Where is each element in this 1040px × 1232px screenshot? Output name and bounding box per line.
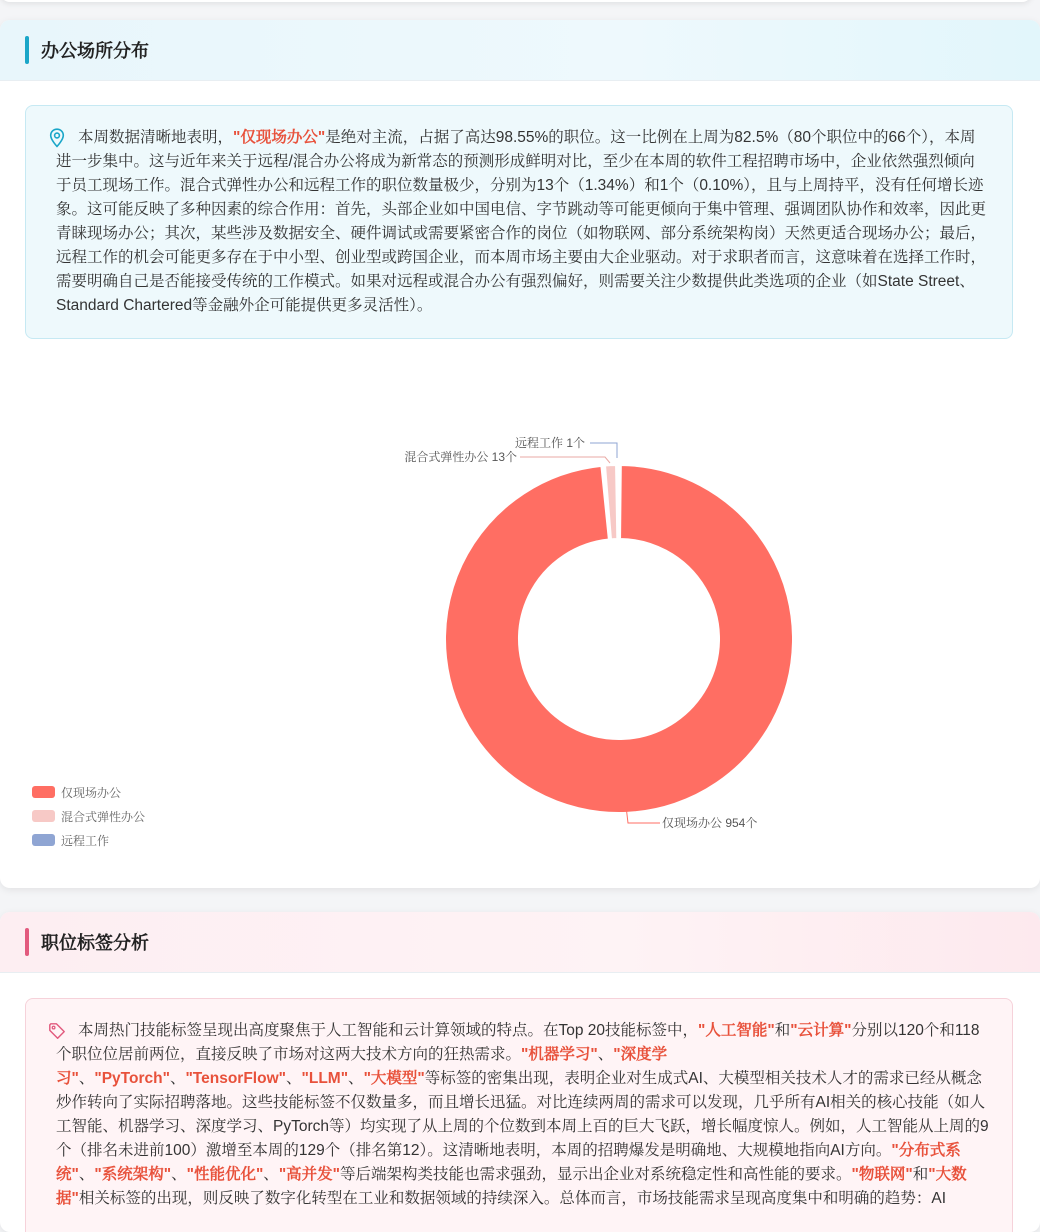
insight-text-run: 、 [78,1070,95,1087]
legend-swatch [32,834,55,846]
insight-text-run: 是绝对主流，占据了高达98.55%的职位。这一比例在上周为82.5%（80个职位中的66个），本周进一步集中。这与近年来关于远程/混合办公将成为新常态的预测形成鲜明对比，至少在本周的软件工程招聘市场中，企业依然强烈倾向于员工现场工作。混合式弹性办公和远程工作的职位数量极少，分别为13个（1.34%）和1个（0.10%），且与上周持平，没有任何增长迹象。这可能反映了多种因素的综合作用：首先，头部企业如中国电信、字节跳动等可能更倾向于集中管理、强调团队协作和效率，因此更青睐现场办公；其次，某些涉及数据安全、硬件调试或需要紧密合作的岗位（如物联网、部分系统架构岗）天然更适合现场办公；最后，远程工作的机会可能更多存在于中小型、创业型或跨国企业，而本周市场主要由大企业驱动。对于求职者而言，这意味着在选择工作时，需要明确自己是否能接受传统的工作模式。如果对远程或混合办公有强烈偏好，则需要关注少数提供此类选项的企业（如State Street、Standard Chartered等金融外企可能提供更多灵活性）。 [56,129,987,314]
tag-icon [48,1021,66,1041]
slice-label: 仅现场办公 954个 [662,816,758,830]
highlight-keyword: "人工智能" [698,1022,775,1039]
tags-insight-box [25,998,1013,1232]
tags-insight-text [56,1019,990,1211]
insight-text-run: 、 [78,1166,95,1183]
office-distribution-card [0,20,1040,888]
insight-text-run: 和 [912,1166,929,1183]
insight-text-run: 本周热门技能标签呈现出高度聚焦于人工智能和云计算领域的特点。在Top 20技能标签中， [78,1022,699,1039]
highlight-keyword: "高并发" [278,1166,341,1183]
header-accent-bar [25,928,29,956]
highlight-keyword: "仅现场办公" [233,129,326,146]
slice-label: 混合式弹性办公 13个 [404,450,517,464]
legend-swatch [32,786,55,798]
highlight-keyword: "深度学习" [56,1046,668,1087]
insight-text-run: 、 [169,1070,186,1087]
legend-item-remote[interactable] [32,828,145,852]
slice-label: 远程工作 1个 [514,436,585,450]
insight-text-run: 、 [171,1166,187,1183]
highlight-keyword: "云计算" [790,1022,852,1039]
highlight-keyword: "系统架构" [94,1166,172,1183]
office-donut-chart [0,360,1040,830]
office-insight-text [56,126,990,318]
chart-legend [32,780,145,852]
legend-label: 混合式弹性办公 [61,809,146,824]
legend-swatch [32,810,55,822]
label-leader-line [520,457,610,463]
office-card-header [0,20,1040,81]
insight-text-run: 和 [774,1022,791,1039]
insight-text-run: 相关标签的出现，则反映了数字化转型在工业和数据领域的持续深入。总体而言，市场技能需求呈现高度集中和明确的趋势：AI [78,1190,947,1207]
highlight-keyword: "分布式系统" [56,1142,961,1183]
tags-section-title: 职位标签分析 [41,933,149,953]
insight-text-run: 、 [348,1070,364,1087]
insight-text-run: 、 [285,1070,302,1087]
highlight-keyword: "大模型" [363,1070,425,1087]
previous-card-edge [0,0,1032,2]
tags-card-header [0,912,1040,973]
legend-item-onsite[interactable] [32,780,145,804]
legend-item-hybrid[interactable] [32,804,145,828]
insight-text-run: 分别以120个和118个职位位居前两位，直接反映了市场对这两大技术方向的狂热需求。 [56,1022,980,1063]
highlight-keyword: "LLM" [301,1070,349,1087]
office-section-title: 办公场所分布 [41,41,149,61]
highlight-keyword: "大数据" [56,1166,967,1207]
office-insight-box [25,105,1013,339]
highlight-keyword: "物联网" [851,1166,913,1183]
legend-label: 远程工作 [61,833,110,848]
highlight-keyword: "机器学习" [521,1046,598,1063]
label-leader-line [590,443,617,458]
header-accent-bar [25,36,29,64]
insight-text-run: 等后端架构类技能也需求强劲，显示出企业对系统稳定性和高性能的要求。 [340,1166,852,1183]
slice-remote[interactable] [618,465,619,539]
insight-text-run: 、 [597,1046,614,1063]
legend-label: 仅现场办公 [61,785,122,800]
job-tags-card [0,912,1040,1232]
insight-text-run: 、 [263,1166,279,1183]
insight-text-run: 本周数据清晰地表明， [78,129,234,146]
highlight-keyword: "TensorFlow" [185,1070,286,1087]
highlight-keyword: "PyTorch" [94,1070,170,1087]
insight-text-run: 等标签的密集出现，表明企业对生成式AI、大模型相关技术人才的需求已经从概念炒作转向了实际招聘落地。这些技能标签不仅数量多，而且增长迅猛。对比连续两周的需求可以发现，几乎所有AI相关的核心技能（如人工智能、机器学习、深度学习、PyTorch等）均实现了从上周的个位数到本周上百的巨大飞跃，增长幅度惊人。例如，人工智能从上周的9个（排名未进前100）激增至本周的129个（排名第12）。这清晰地表明，本周的招聘爆发是明确地、大规模地指向AI方向。 [56,1070,989,1159]
map-pin-icon [48,128,66,148]
highlight-keyword: "性能优化" [186,1166,264,1183]
